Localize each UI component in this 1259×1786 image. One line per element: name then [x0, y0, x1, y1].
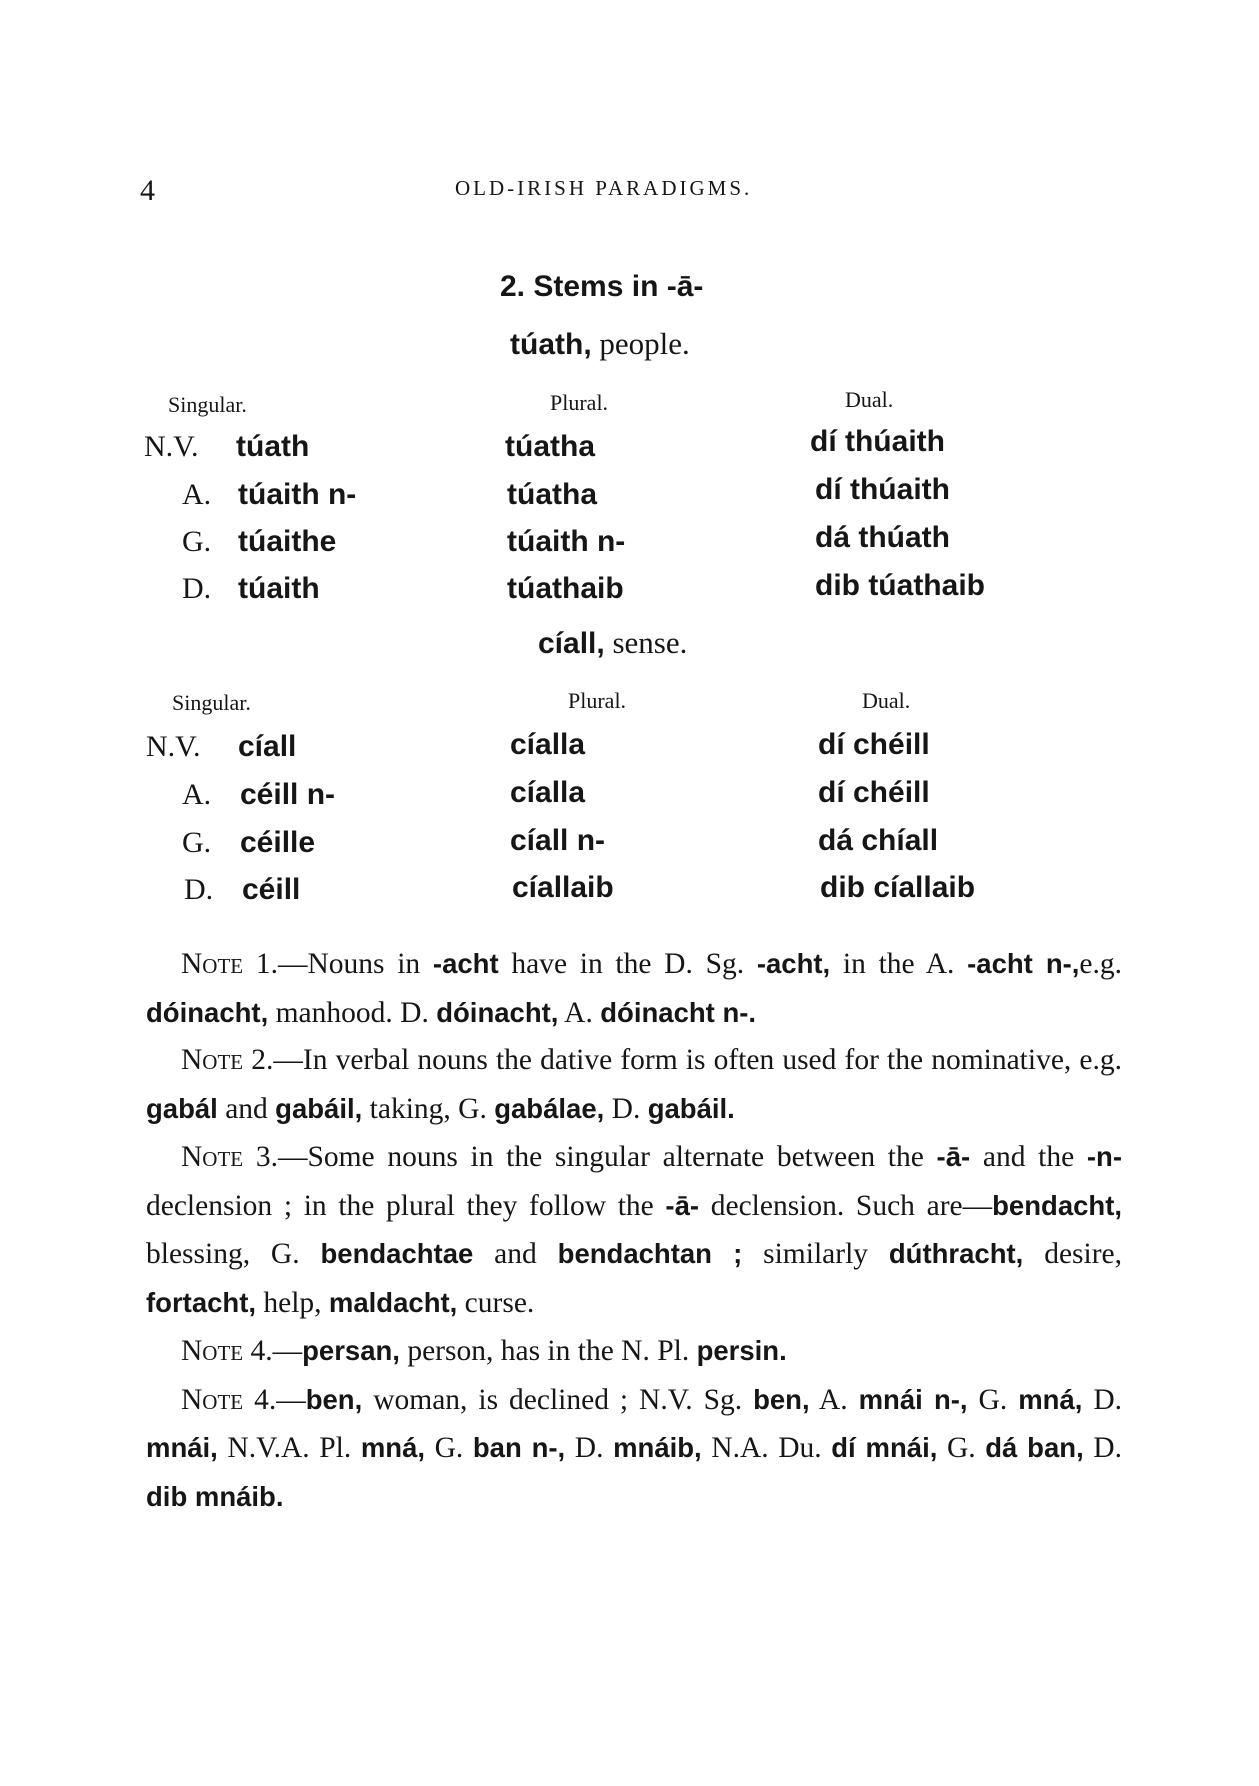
column-header-dual: Dual. [845, 387, 894, 412]
note-text: G. [425, 1432, 473, 1464]
case-label: D. [184, 873, 214, 906]
note-text: — [276, 1383, 306, 1416]
column-header-singular: Singular. [168, 392, 247, 417]
bold-term: ben, [305, 1383, 363, 1415]
note-text: in the A. [830, 948, 968, 980]
note-text: D. [565, 1432, 614, 1464]
case-label: D. [182, 572, 212, 605]
running-title: OLD-IRISH PARADIGMS. [455, 176, 753, 200]
page-number: 4 [140, 174, 155, 207]
paradigm-headword: túath, [510, 328, 592, 361]
note-text: G. [937, 1432, 986, 1464]
bold-term: mnáib, [613, 1432, 702, 1463]
bold-term: dá ban, [985, 1432, 1084, 1463]
plural-form: túathaib [507, 572, 624, 605]
bold-term: -ā- [936, 1141, 971, 1172]
note-text: D. [604, 1092, 648, 1125]
bold-term: bendacht, [992, 1189, 1122, 1221]
bold-term: mná, [1018, 1383, 1083, 1415]
case-label: A. [182, 778, 212, 811]
note-text: blessing, G. [146, 1238, 321, 1270]
bold-term: gabáil. [647, 1092, 735, 1124]
bold-term: mná, [360, 1432, 425, 1463]
bold-term: ben, [753, 1383, 810, 1415]
note-text: —In verbal nouns the dative form is often used for the nominative, e.g. [273, 1044, 1123, 1076]
note-paragraph [146, 1133, 1122, 1327]
singular-form: cíall [238, 730, 297, 763]
note-text: declension ; in the plural they follow the [146, 1189, 666, 1222]
note-text: declension. Such are— [699, 1189, 993, 1222]
bold-term: fortacht, [146, 1286, 256, 1318]
note-paragraph [146, 1037, 1122, 1133]
singular-form: céill [242, 873, 301, 906]
bold-term: persin. [696, 1335, 787, 1366]
note-text: and [217, 1092, 276, 1125]
bold-term: dóinacht n-. [600, 996, 757, 1028]
bold-term: dúthracht, [888, 1238, 1024, 1269]
paradigm-heading [538, 625, 687, 661]
dual-form: dá thúath [815, 521, 950, 554]
note-text: desire, [1023, 1238, 1123, 1270]
bold-term: mnái, [146, 1432, 218, 1463]
bold-term: persan, [302, 1335, 400, 1366]
note-text: taking, G. [362, 1092, 495, 1125]
case-label: A. [182, 478, 212, 511]
plural-form: túatha [507, 478, 597, 511]
note-label: Note 3. [181, 1141, 278, 1173]
note-paragraph [146, 1327, 1122, 1376]
dual-form: dib túathaib [815, 569, 985, 602]
note-text: D. [1082, 1383, 1123, 1416]
note-text: similarly [742, 1238, 889, 1270]
bold-term: dí mnái, [831, 1432, 938, 1463]
plural-form: túaith n- [507, 525, 626, 558]
note-text: —Some nouns in the singular alternate between the [277, 1141, 937, 1173]
paradigm-heading [510, 326, 690, 362]
bold-term: bendachtan ; [557, 1238, 743, 1269]
note-text: A. [809, 1383, 859, 1416]
note-paragraph [146, 940, 1122, 1037]
note-label: Note 1. [181, 948, 278, 980]
plural-form: cíall n- [510, 824, 606, 857]
singular-form: céill n- [240, 778, 336, 811]
bold-term: ban n-, [472, 1432, 566, 1463]
bold-term: gabálae, [494, 1092, 605, 1124]
bold-term: gabál [146, 1092, 218, 1124]
dual-form: dí thúaith [810, 425, 945, 458]
column-header-plural: Plural. [550, 390, 609, 415]
bold-term: -ā- [665, 1189, 700, 1221]
paradigm-gloss: people. [591, 326, 690, 361]
note-text: N.A. Du. [701, 1432, 832, 1464]
singular-form: túaithe [238, 525, 337, 558]
case-label: N.V. [144, 430, 199, 463]
bold-term: -acht n-, [967, 948, 1080, 979]
dual-form: dib cíallaib [820, 871, 976, 904]
bold-term: -n- [1086, 1141, 1123, 1172]
dual-form: dá chíall [818, 824, 939, 857]
case-label: N.V. [146, 730, 201, 763]
bold-term: maldacht, [328, 1286, 458, 1318]
note-text: help, [256, 1286, 329, 1319]
note-text: G. [967, 1383, 1019, 1416]
note-text: N.V.A. Pl. [217, 1432, 361, 1464]
note-label: Note 4. [181, 1383, 277, 1416]
note-text: manhood. D. [268, 996, 437, 1029]
bold-term: dóinacht, [146, 996, 269, 1028]
bold-term: -acht, [756, 948, 831, 979]
case-label: G. [182, 826, 212, 859]
paradigm-gloss: sense. [604, 625, 688, 660]
bold-term: gabáil, [275, 1092, 363, 1124]
note-text: curse. [457, 1286, 535, 1319]
case-label: G. [182, 525, 212, 558]
plural-form: cíalla [510, 728, 586, 761]
bold-term: -acht [432, 948, 499, 979]
note-text: — [272, 1335, 303, 1367]
note-text: and the [970, 1141, 1087, 1173]
bold-term: dóinacht, [436, 996, 559, 1028]
note-paragraph [146, 1376, 1122, 1522]
singular-form: túaith [238, 572, 320, 605]
column-header-plural: Plural. [568, 688, 627, 713]
bold-term: bendachtae [320, 1238, 474, 1269]
section-title: 2. Stems in -ā- [500, 270, 704, 303]
dual-form: dí thúaith [815, 473, 950, 506]
plural-form: cíalla [510, 776, 586, 809]
note-text: e.g. [1079, 948, 1123, 980]
singular-form: túaith n- [238, 478, 357, 511]
note-text: —Nouns in [277, 948, 433, 980]
note-text: person, has in the N. Pl. [399, 1335, 697, 1367]
paradigm-headword: cíall, [538, 627, 605, 660]
notes-section [146, 940, 1122, 1521]
note-text: A. [558, 996, 601, 1029]
note-label: Note 2. [181, 1044, 274, 1076]
note-text: have in the D. Sg. [498, 948, 757, 980]
note-text: and [473, 1238, 558, 1270]
plural-form: túatha [505, 430, 595, 463]
dual-form: dí chéill [818, 776, 930, 809]
note-text: D. [1083, 1432, 1122, 1464]
dual-form: dí chéill [818, 728, 930, 761]
bold-term: dib mnáib. [146, 1480, 284, 1512]
column-header-dual: Dual. [862, 688, 911, 713]
column-header-singular: Singular. [172, 690, 251, 715]
plural-form: cíallaib [512, 871, 614, 904]
note-label: Note 4. [181, 1335, 273, 1367]
note-text: woman, is declined ; N.V. Sg. [362, 1383, 754, 1416]
singular-form: céille [240, 826, 316, 859]
bold-term: mnái n-, [858, 1383, 968, 1415]
singular-form: túath [236, 430, 310, 463]
